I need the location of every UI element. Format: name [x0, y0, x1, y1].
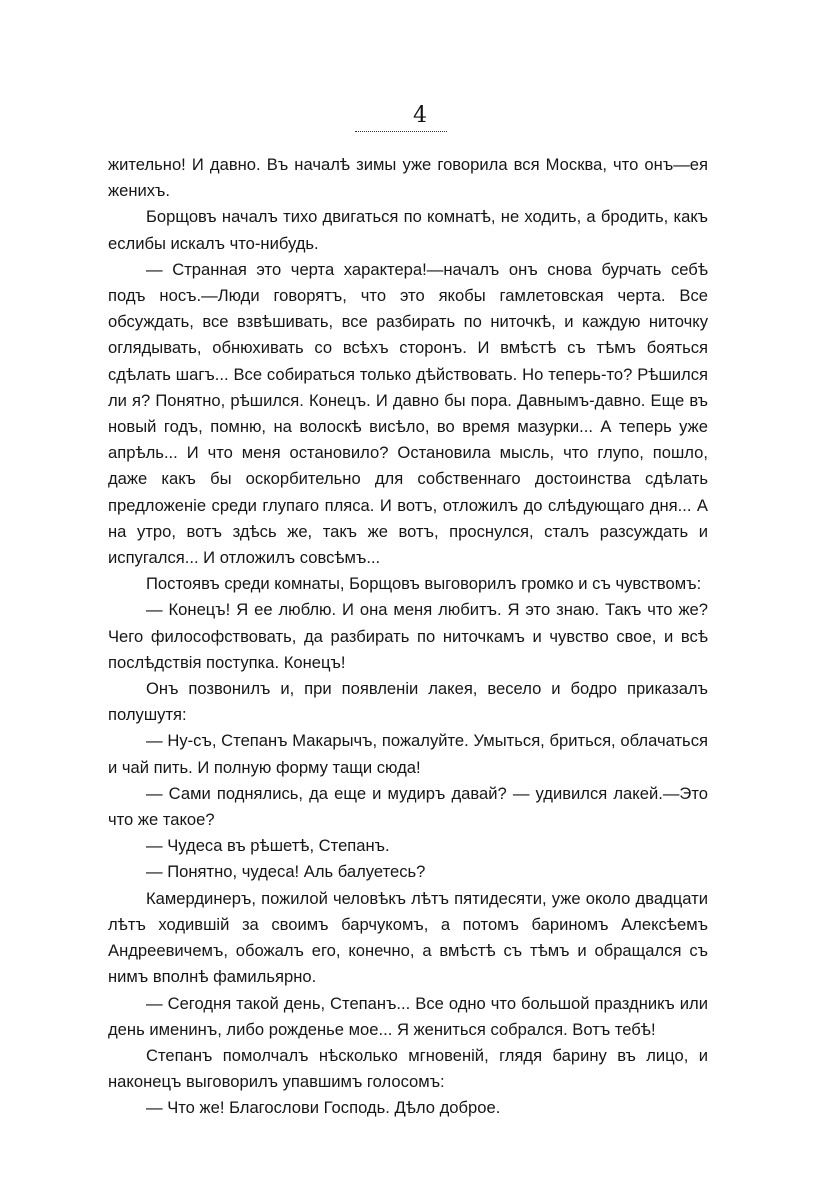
- paragraph-dialogue: — Понятно, чудеса! Аль балуетесь?: [146, 862, 426, 882]
- paragraph: Борщовъ началъ тихо двигаться по комнатѣ, не ходить, а бродить, какъ еслибы искалъ что-нибудь.: [108, 207, 708, 253]
- paragraph-continuation: жительно! И давно. Въ началѣ зимы уже говорила вся Москва, что онъ—ея женихъ.: [108, 155, 708, 201]
- paragraph: Камердинеръ, пожилой человѣкъ лѣтъ пятидесяти, уже около двадцати лѣтъ ходившій за своимъ барчукомъ, а потомъ бариномъ Алексѣемъ Андреевичемъ, обожалъ его, конечно, а вмѣстѣ съ тѣмъ и обращался съ нимъ вполнѣ фамильярно.: [108, 888, 708, 987]
- paragraph: Онъ позвонилъ и, при появленіи лакея, весело и бодро приказалъ полушутя:: [108, 679, 708, 725]
- body-text: [108, 152, 708, 1122]
- header-dotted-rule: [355, 131, 447, 132]
- paragraph-dialogue: — Сегодня такой день, Степанъ... Все одно что большой праздникъ или день именинъ, либо рожденье мое... Я жениться собрался. Вотъ тебѣ!: [108, 993, 708, 1039]
- paragraph-dialogue: — Конецъ! Я ее люблю. И она меня любитъ. Я это знаю. Такъ что же? Чего философствовать, да разбирать по ниточкамъ и чувство свое, и всѣ послѣдствія поступка. Конецъ!: [108, 600, 708, 672]
- paragraph-dialogue: — Ну-съ, Степанъ Макарычъ, пожалуйте. Умыться, бриться, облачаться и чай пить. И полную форму тащи сюда!: [108, 731, 708, 777]
- paragraph-dialogue: — Странная это черта характера!—началъ онъ снова бурчать себѣ подъ носъ.—Люди говорятъ, что это якобы гамлетовская черта. Все обсуждать, все взвѣшивать, все разбирать по ниточкѣ, и каждую ниточку оглядывать, обнюхивать со всѣхъ сторонъ. И вмѣстѣ съ тѣмъ бояться сдѣлать шагъ... Все собираться только дѣйствовать. Но теперь-то? Рѣшился ли я? Понятно, рѣшился. Конецъ. И давно бы пора. Давнымъ-давно. Еще въ новый годъ, помню, на волоскѣ висѣло, во время мазурки... А теперь уже апрѣль... И что меня остановило? Остановила мысль, что глупо, пошло, даже какъ бы оскорбительно для собственнаго достоинства сдѣлать предложеніе среди глупаго пляса. И вотъ, отложилъ до слѣдующаго дня... А на утро, вотъ здѣсь же, такъ же вотъ, проснулся, сталъ разсуждать и испугался... И отложилъ совсѣмъ...: [108, 259, 708, 568]
- paragraph: Степанъ помолчалъ нѣсколько мгновеній, глядя барину въ лицо, и наконецъ выговорилъ упавшимъ голосомъ:: [108, 1045, 708, 1092]
- page-number: 4: [413, 103, 427, 128]
- paragraph-dialogue: — Сами поднялись, да еще и мудиръ давай? — удивился лакей.—Это что же такое?: [108, 783, 708, 830]
- paragraph-dialogue: — Что же! Благослови Господь. Дѣло доброе.: [146, 1098, 501, 1118]
- paragraph: Постоявъ среди комнаты, Борщовъ выговорилъ громко и съ чувствомъ:: [146, 574, 702, 594]
- paragraph-dialogue: — Чудеса въ рѣшетѣ, Степанъ.: [146, 836, 390, 856]
